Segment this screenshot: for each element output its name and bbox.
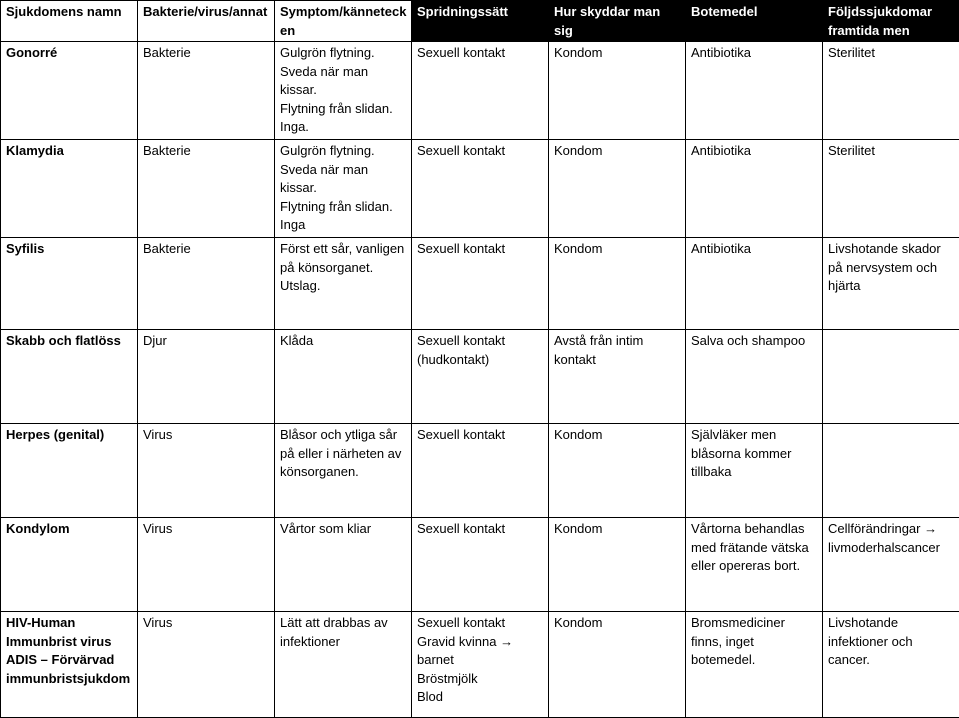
cell-text-spread: Sexuell kontakt [417, 44, 544, 63]
cell-protect [549, 330, 686, 424]
cell-cure [686, 330, 823, 424]
cell-cure [686, 612, 823, 718]
cell-sequelae [823, 42, 959, 140]
cell-name [1, 612, 138, 718]
cell-text-symptom: Lätt att drabbas av infektioner [280, 614, 407, 651]
cell-type [138, 330, 275, 424]
cell-text-cure: Antibiotika [691, 44, 818, 63]
cell-sequelae [823, 424, 959, 518]
cell-text-name: Skabb och flatlöss [6, 332, 133, 351]
cell-text-spread: Sexuell kontakt [417, 426, 544, 445]
cell-cure [686, 42, 823, 140]
cell-sequelae [823, 612, 959, 718]
cell-text-name: Herpes (genital) [6, 426, 133, 445]
table-row [1, 330, 959, 424]
cell-text-symptom: Gulgrön flytning. Sveda när man kissar. Flytning från slidan. Inga. [280, 44, 407, 137]
cell-text-symptom: Klåda [280, 332, 407, 351]
cell-text-protect: Avstå från intim kontakt [554, 332, 681, 369]
cell-spread [412, 518, 549, 612]
cell-protect [549, 140, 686, 238]
cell-text-symptom: Vårtor som kliar [280, 520, 407, 539]
header-cell-cure: Botemedel [686, 1, 823, 42]
cell-text-protect: Kondom [554, 614, 681, 633]
cell-symptom [275, 330, 412, 424]
cell-text-protect: Kondom [554, 426, 681, 445]
cell-text-protect: Kondom [554, 520, 681, 539]
header-cell-sequelae: Följdssjukdomar framtida men [823, 1, 959, 42]
cell-text-sequelae: Sterilitet [828, 142, 955, 161]
cell-spread [412, 42, 549, 140]
header-row [1, 1, 959, 42]
cell-name [1, 140, 138, 238]
table-row [1, 238, 959, 330]
cell-text-cure: Vårtorna behandlas med frätande vätska eller opereras bort. [691, 520, 818, 576]
cell-text-type: Virus [143, 520, 270, 539]
cell-text-spread: Sexuell kontakt [417, 240, 544, 259]
cell-symptom [275, 140, 412, 238]
cell-text-cure: Salva och shampoo [691, 332, 818, 351]
cell-text-spread: Sexuell kontakt Gravid kvinna → barnet Bröstmjölk Blod [417, 614, 544, 707]
cell-text-name: HIV-Human Immunbrist virus ADIS – Förvärvad immunbristsjukdom [6, 614, 133, 688]
cell-protect [549, 612, 686, 718]
cell-cure [686, 424, 823, 518]
cell-cure [686, 518, 823, 612]
cell-text-cure: Antibiotika [691, 240, 818, 259]
cell-sequelae [823, 238, 959, 330]
cell-sequelae [823, 140, 959, 238]
cell-type [138, 424, 275, 518]
cell-spread [412, 140, 549, 238]
cell-symptom [275, 612, 412, 718]
cell-symptom [275, 42, 412, 140]
table-row [1, 424, 959, 518]
cell-symptom [275, 424, 412, 518]
cell-text-sequelae: Sterilitet [828, 44, 955, 63]
cell-protect [549, 424, 686, 518]
cell-spread [412, 238, 549, 330]
cell-protect [549, 42, 686, 140]
cell-spread [412, 424, 549, 518]
cell-symptom [275, 518, 412, 612]
cell-name [1, 424, 138, 518]
cell-text-sequelae: Livshotande infektioner och cancer. [828, 614, 955, 670]
cell-sequelae [823, 330, 959, 424]
table-row [1, 140, 959, 238]
cell-text-name: Syfilis [6, 240, 133, 259]
cell-text-type: Djur [143, 332, 270, 351]
cell-name [1, 238, 138, 330]
cell-text-type: Bakterie [143, 44, 270, 63]
header-cell-spread: Spridningssätt [412, 1, 549, 42]
header-cell-protect: Hur skyddar man sig [549, 1, 686, 42]
cell-text-cure: Bromsmediciner finns, inget botemedel. [691, 614, 818, 670]
cell-text-type: Virus [143, 426, 270, 445]
cell-text-protect: Kondom [554, 44, 681, 63]
cell-cure [686, 238, 823, 330]
header-cell-symptom: Symptom/kännetecken [275, 1, 412, 42]
cell-text-symptom: Gulgrön flytning. Sveda när man kissar. Flytning från slidan. Inga [280, 142, 407, 235]
cell-text-sequelae: Cellförändringar → livmoderhalscancer [828, 520, 955, 557]
cell-spread [412, 330, 549, 424]
cell-sequelae [823, 518, 959, 612]
cell-text-name: Gonorré [6, 44, 133, 63]
cell-text-name: Kondylom [6, 520, 133, 539]
cell-text-protect: Kondom [554, 240, 681, 259]
cell-type [138, 140, 275, 238]
cell-type [138, 612, 275, 718]
cell-cure [686, 140, 823, 238]
cell-protect [549, 518, 686, 612]
cell-type [138, 42, 275, 140]
cell-symptom [275, 238, 412, 330]
cell-text-spread: Sexuell kontakt (hudkontakt) [417, 332, 544, 369]
cell-name [1, 42, 138, 140]
cell-text-spread: Sexuell kontakt [417, 520, 544, 539]
table-row [1, 42, 959, 140]
cell-text-spread: Sexuell kontakt [417, 142, 544, 161]
cell-text-protect: Kondom [554, 142, 681, 161]
cell-type [138, 238, 275, 330]
cell-text-symptom: Först ett sår, vanligen på könsorganet. Utslag. [280, 240, 407, 296]
cell-name [1, 330, 138, 424]
cell-name [1, 518, 138, 612]
cell-text-sequelae: Livshotande skador på nervsystem och hjärta [828, 240, 955, 296]
cell-text-type: Bakterie [143, 240, 270, 259]
header-cell-name: Sjukdomens namn [1, 1, 138, 42]
cell-text-type: Bakterie [143, 142, 270, 161]
header-cell-type: Bakterie/virus/annat [138, 1, 275, 42]
table-row [1, 518, 959, 612]
cell-text-type: Virus [143, 614, 270, 633]
cell-type [138, 518, 275, 612]
cell-protect [549, 238, 686, 330]
table-row [1, 612, 959, 718]
cell-text-cure: Självläker men blåsorna kommer tillbaka [691, 426, 818, 482]
cell-text-symptom: Blåsor och ytliga sår på eller i närheten av könsorganen. [280, 426, 407, 482]
cell-text-name: Klamydia [6, 142, 133, 161]
cell-text-cure: Antibiotika [691, 142, 818, 161]
cell-spread [412, 612, 549, 718]
